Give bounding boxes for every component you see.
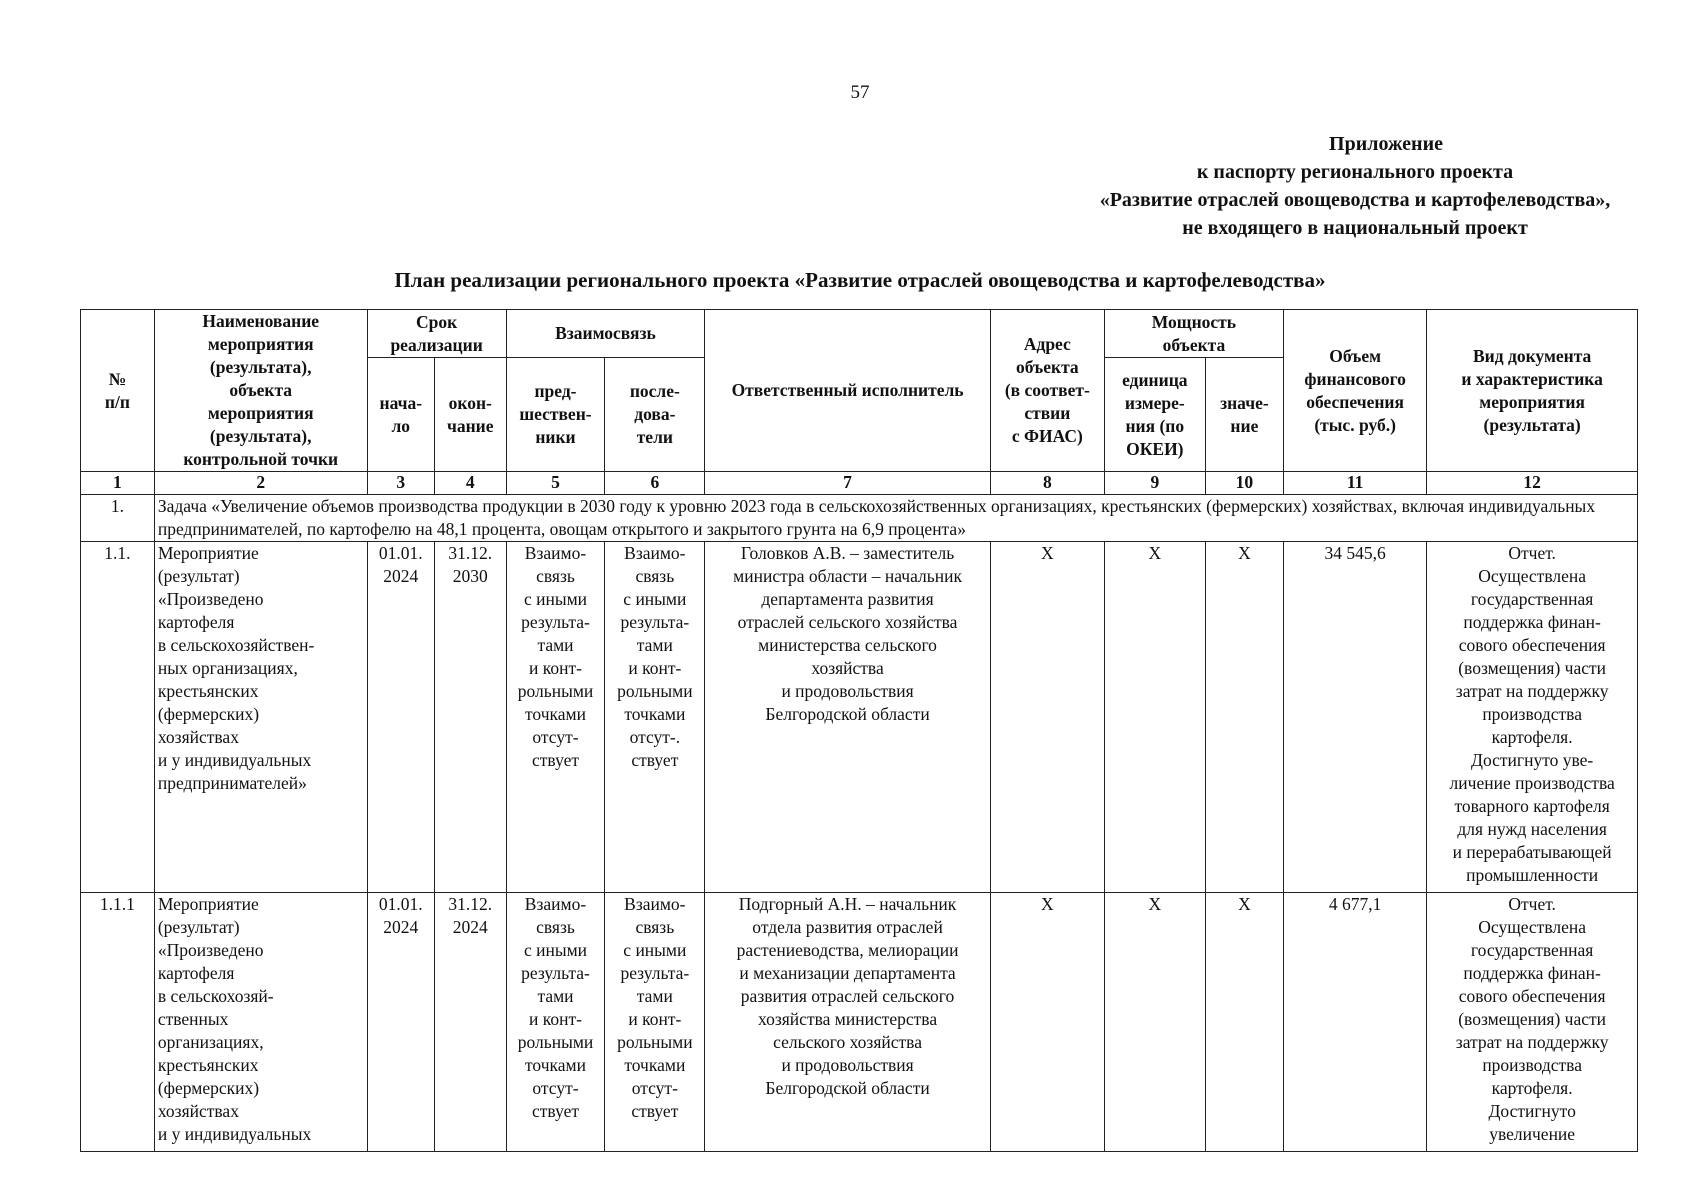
row-finance: 34 545,6: [1283, 542, 1426, 893]
row-value: Х: [1205, 893, 1283, 1152]
row-address: Х: [990, 542, 1104, 893]
col-number: 6: [605, 472, 705, 495]
header-end: окон- чание: [434, 358, 506, 472]
row-pred: Взаимо- связь с иными результа- тами и конт- рольными точками отсут- ствует: [506, 893, 605, 1152]
table-row: [81, 893, 1638, 1152]
row-num: 1.1.1: [81, 893, 155, 1152]
col-number: 10: [1205, 472, 1283, 495]
annex-line-0: Приложение: [1329, 133, 1443, 155]
plan-title: План реализации регионального проекта «Развитие отраслей овощеводства и картофелеводства»: [394, 268, 1326, 292]
col-number: 4: [434, 472, 506, 495]
row-end: 31.12. 2024: [434, 893, 506, 1152]
row-unit: Х: [1104, 893, 1205, 1152]
task-text: Задача «Увеличение объемов производства продукции в 2030 году к уровню 2023 года в сельскохозяйственных организациях, крестьянских (фермерских) хозяйствах, включая индивидуальных предпринимателей, по картофелю на 48,1 процента, овощам открытого и закрытого грунта на 6,9 процента»: [154, 495, 1637, 542]
task-row: [81, 495, 1638, 542]
header-relation: Взаимосвязь: [506, 310, 705, 358]
col-number: 11: [1283, 472, 1426, 495]
header-value: значе- ние: [1205, 358, 1283, 472]
col-number: 1: [81, 472, 155, 495]
header-term: Срок реализации: [367, 310, 506, 358]
row-start: 01.01. 2024: [367, 542, 434, 893]
header-start: нача- ло: [367, 358, 434, 472]
task-num: 1.: [81, 495, 155, 542]
col-number: 9: [1104, 472, 1205, 495]
plan-table: [80, 309, 1638, 1152]
header-capacity: Мощность объекта: [1104, 310, 1283, 358]
col-number: 8: [990, 472, 1104, 495]
row-executor: Подгорный А.Н. – начальник отдела развития отраслей растениеводства, мелиорации и механизации департамента развития отраслей сельского хозяйства министерства сельского хозяйства и продовольствия Белгородской области: [705, 893, 991, 1152]
annex-line-2: «Развитие отраслей овощеводства и картофелеводства»,: [1099, 189, 1611, 211]
row-num: 1.1.: [81, 542, 155, 893]
annex-line-3: не входящего в национальный проект: [1182, 217, 1528, 239]
row-doc: Отчет. Осуществлена государственная поддержка финан- сового обеспечения (возмещения) части затрат на поддержку производства картофеля. Достигнуто уве- личение производства товарного картофеля для нужд населения и перерабатывающей промышленности: [1427, 542, 1638, 893]
col-number: 12: [1427, 472, 1638, 495]
col-number: 7: [705, 472, 991, 495]
row-doc: Отчет. Осуществлена государственная поддержка финан- сового обеспечения (возмещения) части затрат на поддержку производства картофеля. Достигнуто увеличение: [1455, 894, 1609, 1144]
col-number: 2: [154, 472, 367, 495]
header-unit: единица измере- ния (по ОКЕИ): [1104, 358, 1205, 472]
row-end: 31.12. 2030: [434, 542, 506, 893]
header-executor: Ответственный исполнитель: [705, 310, 991, 472]
header-address: Адрес объекта (в соответ- ствии с ФИАС): [990, 310, 1104, 472]
row-address: Х: [990, 893, 1104, 1152]
row-succ: Взаимо- связь с иными результа- тами и конт- рольными точками отсут- ствует: [605, 893, 705, 1152]
header-name: Наименование мероприятия (результата), объекта мероприятия (результата), контрольной точки: [154, 310, 367, 472]
header-succ: после- дова- тели: [605, 358, 705, 472]
col-number: 5: [506, 472, 605, 495]
header-row-1: [81, 310, 1638, 358]
header-num: № п/п: [81, 310, 155, 472]
row-start: 01.01. 2024: [367, 893, 434, 1152]
annex-block: [1010, 130, 1697, 242]
page-number: 57: [850, 82, 870, 103]
row-succ: Взаимо- связь с иными результа- тами и конт- рольными точками отсут-. ствует: [605, 542, 705, 893]
table-row: [81, 542, 1638, 893]
header-doctype: Вид документа и характеристика мероприятия (результата): [1427, 310, 1638, 472]
column-numbers-row: [81, 472, 1638, 495]
row-finance: 4 677,1: [1283, 893, 1426, 1152]
row-name: Мероприятие (результат) «Произведено картофеля в сельскохозяй- ственных организациях, крестьянских (фермерских) хозяйствах и у индивидуальных: [157, 894, 312, 1144]
row-pred: Взаимо- связь с иными результа- тами и конт- рольными точками отсут- ствует: [506, 542, 605, 893]
col-number: 3: [367, 472, 434, 495]
row-executor: Головков А.В. – заместитель министра области – начальник департамента развития отраслей сельского хозяйства министерства сельского хозяйства и продовольствия Белгородской области: [705, 542, 991, 893]
row-value: Х: [1205, 542, 1283, 893]
row-name: Мероприятие (результат) «Произведено картофеля в сельскохозяйствен- ных организациях, крестьянских (фермерских) хозяйствах и у индивидуальных предпринимателей»: [154, 542, 367, 893]
header-finance: Объем финансового обеспечения (тыс. руб.): [1283, 310, 1426, 472]
annex-line-1: к паспорту регионального проекта: [1196, 161, 1514, 183]
row-unit: Х: [1104, 542, 1205, 893]
header-pred: пред- шествен- ники: [506, 358, 605, 472]
